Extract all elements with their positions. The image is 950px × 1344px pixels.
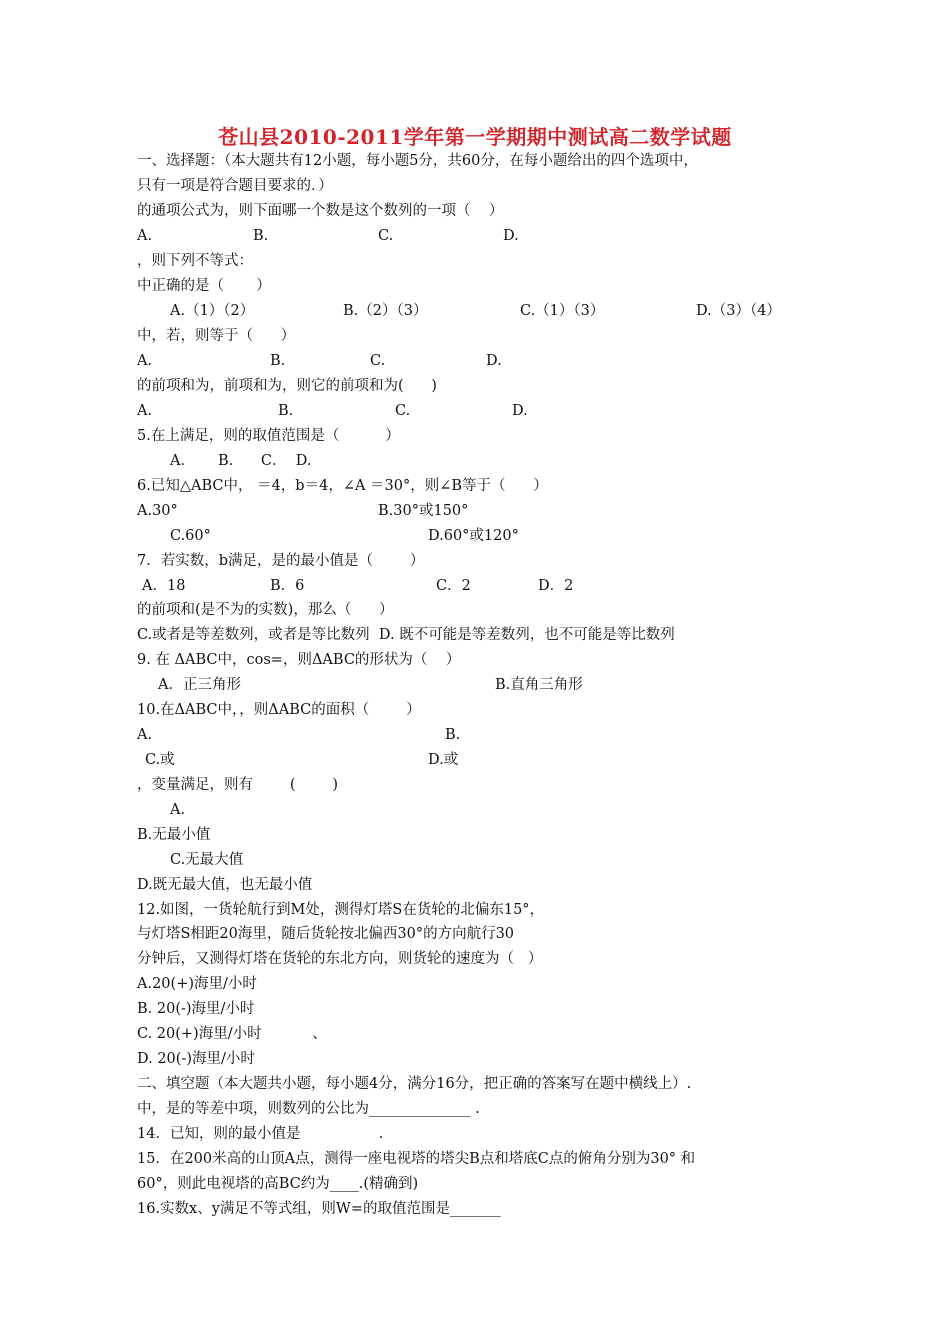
text-line: D.（3）（4） <box>696 303 781 319</box>
text-line: 与灯塔S相距20海里，随后货轮按北偏西30°的方向航行30 <box>137 926 515 942</box>
text-line: C.或 <box>145 752 175 768</box>
text-line: C．2 <box>436 578 471 594</box>
text-line: B．6 <box>270 578 305 594</box>
text-line: 中正确的是（ ） <box>137 278 271 294</box>
text-line: B. 20(-)海里/小时 <box>137 1001 255 1017</box>
text-line: A. <box>137 403 153 419</box>
text-line: 中，是的等差中项，则数列的公比为______________ . <box>137 1101 480 1117</box>
text-line: 5.在上满足，则的取值范围是（ ） <box>137 428 400 444</box>
text-line: 的前项和(是不为的实数)，那么（ ） <box>137 602 394 618</box>
text-line: ，则下列不等式： <box>137 253 253 269</box>
text-line: D. <box>503 228 519 244</box>
text-line: A. <box>137 727 153 743</box>
text-line: C. <box>395 403 411 419</box>
text-line: 一、选择题：（本大题共有12小题，每小题5分，共60分，在每小题给出的四个选项中， <box>137 153 698 169</box>
text-line: 只有一项是符合题目要求的．） <box>137 178 333 194</box>
text-line: 15．在200米高的山顶A点，测得一座电视塔的塔尖B点和塔底C点的俯角分别为30° 和 <box>137 1151 696 1167</box>
text-line: D．2 <box>538 578 574 594</box>
text-line: 9. 在 ΔABC中，cos=，则ΔABC的形状为（ ） <box>137 652 461 668</box>
text-line: 60°，则此电视塔的高BC约为____.(精确到) <box>137 1176 419 1192</box>
text-line: B.直角三角形 <box>495 677 583 693</box>
text-line: C. <box>370 353 386 369</box>
text-line: B. <box>253 228 269 244</box>
text-line: B. <box>445 727 461 743</box>
text-line: 7．若实数，b满足，是的最小值是（ ） <box>137 553 425 569</box>
text-line: B. <box>270 353 286 369</box>
text-line: A.（1）（2） <box>170 303 255 319</box>
text-line: A. <box>137 228 153 244</box>
text-line: 14．已知，则的最小值是 . <box>137 1126 384 1142</box>
text-line: D. <box>486 353 502 369</box>
text-line: 二、填空题（本大题共小题，每小题4分，满分16分，把正确的答案写在题中横线上）. <box>137 1076 692 1092</box>
text-line: C.无最大值 <box>170 852 244 868</box>
text-line: A． B. C． D. <box>170 453 312 469</box>
text-line: 6.已知△ABC中， ＝4，b＝4，∠A ＝30°，则∠B等于（ ） <box>137 478 548 494</box>
text-line: B.（2）（3） <box>343 303 428 319</box>
text-line: A．18 <box>142 578 186 594</box>
text-line: A. <box>170 802 186 818</box>
text-line: B.30°或150° <box>378 503 469 519</box>
text-line: 的通项公式为，则下面哪一个数是这个数列的一项（ ） <box>137 203 504 219</box>
text-line: A.20(+)海里/小时 <box>137 976 257 992</box>
text-line: B.无最小值 <box>137 827 211 843</box>
text-line: 10.在ΔABC中，，则ΔABC的面积（ ） <box>137 702 421 718</box>
text-line: 的前项和为，前项和为，则它的前项和为( ) <box>137 378 437 394</box>
text-line: C.或者是等差数列，或者是等比数列 D. 既不可能是等差数列，也不可能是等比数列 <box>137 627 675 643</box>
text-line: 12.如图，一货轮航行到M处，测得灯塔S在货轮的北偏东15°， <box>137 902 545 918</box>
text-line: 16.实数x、y满足不等式组，则W=的取值范围是_______ <box>137 1201 501 1217</box>
text-line: D. <box>512 403 528 419</box>
text-line: D.或 <box>428 752 459 768</box>
text-line: 分钟后，又测得灯塔在货轮的东北方向，则货轮的速度为（ ） <box>137 951 543 967</box>
text-line: ，变量满足，则有 ( ) <box>137 777 339 793</box>
exam-title: 苍山县2010-2011学年第一学期期中测试高二数学试题 <box>218 125 732 149</box>
text-line: A. <box>137 353 153 369</box>
text-line: C.60° <box>170 528 211 544</box>
text-line: 中，若，则等于（ ） <box>137 328 296 344</box>
text-line: A．正三角形 <box>158 677 241 693</box>
text-line: D.60°或120° <box>428 528 519 544</box>
text-line: D. 20(-)海里/小时 <box>137 1051 255 1067</box>
text-line: C. <box>378 228 394 244</box>
text-line: B. <box>278 403 294 419</box>
text-line: D.既无最大值，也无最小值 <box>137 877 313 893</box>
text-line: C.（1）（3） <box>520 303 605 319</box>
text-line: C. 20(+)海里/小时 、 <box>137 1026 327 1042</box>
text-line: A.30° <box>137 503 178 519</box>
